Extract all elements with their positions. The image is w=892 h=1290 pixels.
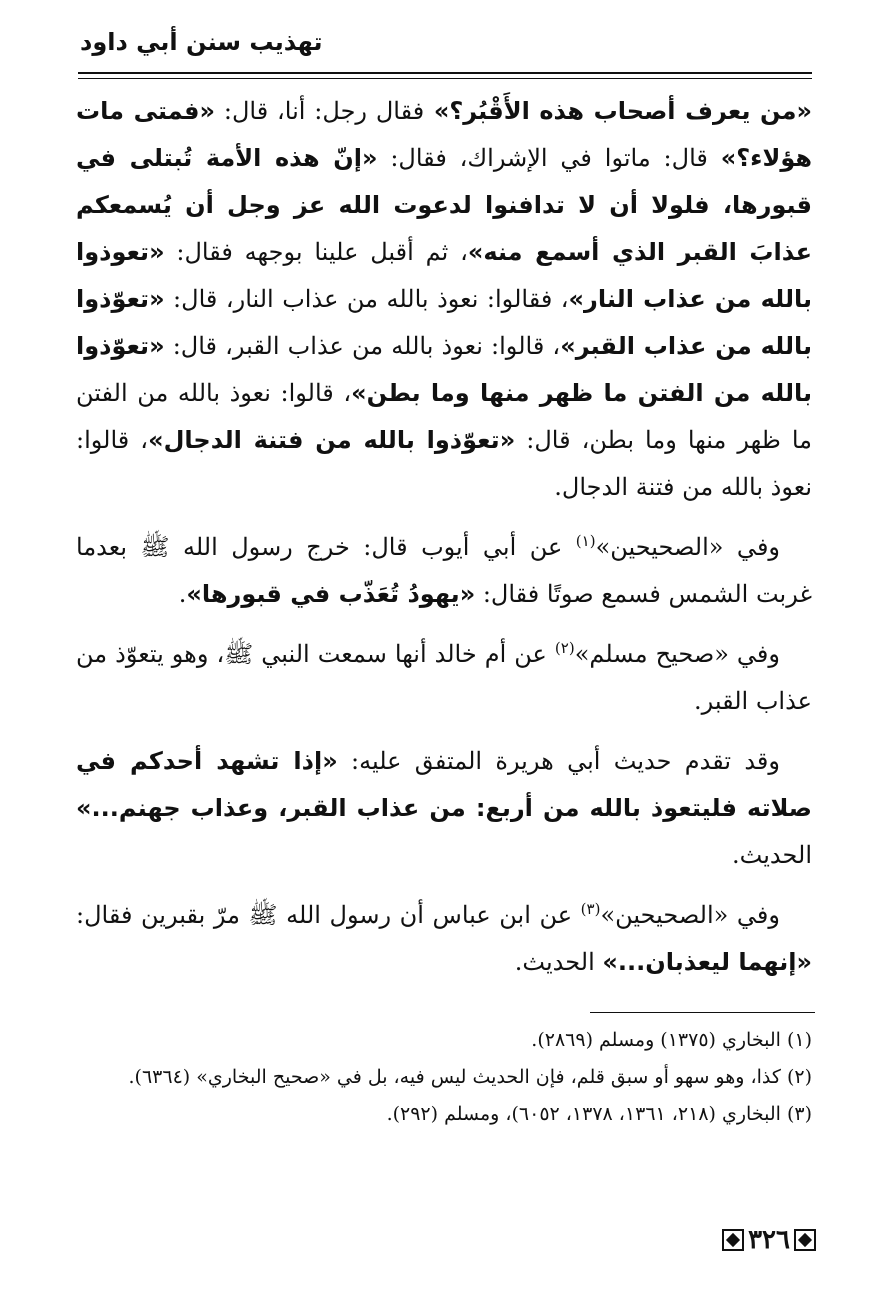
paragraph (76, 524, 812, 618)
quoted-hadith-text: «يهودُ تُعَذّب في قبورها» (186, 580, 476, 608)
ornament-icon (722, 1229, 744, 1251)
body-text: وفي «صحيح مسلم» (574, 640, 780, 668)
quoted-hadith-text: «تعوّذوا بالله من فتنة الدجال» (148, 426, 516, 454)
footnotes (80, 1022, 812, 1133)
quoted-hadith-text: «فمتى مات هؤلاء؟» (76, 97, 813, 172)
quoted-hadith-text: «إذا تشهد أحدكم في صلاته فليتعوذ بالله من أربع: من عذاب القبر، وعذاب جهنم...» (76, 747, 812, 822)
quoted-hadith-text: «تعوّذوا بالله من عذاب القبر» (76, 285, 812, 360)
header-rule-thin (78, 78, 812, 79)
page-number: ٣٢٦ (748, 1225, 790, 1255)
body-text: فقال رجل: أنا، قال: (214, 97, 425, 125)
body-text: الحديث. (514, 948, 603, 976)
footnote-ref: (٣) (580, 900, 601, 918)
footnote-3: (٣) البخاري (٢١٨، ١٣٦١، ١٣٧٨، ٦٠٥٢)، ومسلم (٢٩٢). (386, 1103, 812, 1125)
quoted-hadith-text: «تعوّذوا بالله من الفتن ما ظهر منها وما بطن» (76, 332, 813, 407)
page-number-block (722, 1225, 816, 1255)
footnote-separator (590, 1012, 815, 1013)
body-text: ، ثم أقبل علينا بوجهه فقال: (164, 238, 468, 266)
body-text: عن ابن عباس أن رسول الله ﷺ مرّ بقبرين فقال: (76, 901, 581, 929)
body-text: وفي «الصحيحين» (600, 901, 780, 929)
header-rule (78, 72, 812, 74)
quoted-hadith-text: «إنّ هذه الأمة تُبتلى في قبورها، فلولا أن لا تدافنوا لدعوت الله عز وجل أن يُسمعكم عذابَ القبر الذي أسمع منه» (76, 144, 812, 266)
body-text: ، قالوا: نعوذ بالله من الفتن ما ظهر منها وما بطن، قال: (76, 379, 813, 454)
body-text: قال: ماتوا في الإشراك، فقال: (377, 144, 721, 172)
body-text: الحديث. (732, 841, 812, 869)
footnote-2: (٢) كذا، وهو سهو أو سبق قلم، فإن الحديث ليس فيه، بل في «صحيح البخاري» (٦٣٦٤). (128, 1066, 812, 1088)
paragraph (76, 631, 812, 725)
footnote-ref: (١) (575, 532, 596, 550)
body-text: عن أم خالد أنها سمعت النبي ﷺ، وهو يتعوّذ من عذاب القبر. (76, 640, 812, 715)
footnote-1: (١) البخاري (١٣٧٥) ومسلم (٢٨٦٩). (531, 1029, 812, 1051)
quoted-hadith-text: «تعوذوا بالله من عذاب النار» (76, 238, 812, 313)
body-text: ، قالوا: نعوذ بالله من عذاب القبر، قال: (164, 332, 561, 360)
quoted-hadith-text: «من يعرف أصحاب هذه الأَقْبُر؟» (424, 97, 813, 125)
main-text (76, 88, 812, 999)
quoted-hadith-text: «إنهما ليعذبان...» (602, 948, 812, 976)
body-text: عن أبي أيوب قال: خرج رسول الله ﷺ بعدما غربت الشمس فسمع صوتًا فقال: (76, 533, 812, 608)
body-text: . (178, 580, 187, 608)
footnote-ref: (٢) (554, 639, 575, 657)
paragraph (76, 892, 812, 986)
body-text: وفي «الصحيحين» (595, 533, 781, 561)
paragraph (76, 738, 812, 879)
running-header-title: تهذيب سنن أبي داود (80, 28, 323, 56)
ornament-icon (794, 1229, 816, 1251)
body-text: وقد تقدم حديث أبي هريرة المتفق عليه: (337, 747, 780, 775)
body-text: ، قالوا: نعوذ بالله من فتنة الدجال. (76, 426, 812, 501)
body-text: ، فقالوا: نعوذ بالله من عذاب النار، قال: (164, 285, 569, 313)
paragraph (76, 88, 812, 511)
